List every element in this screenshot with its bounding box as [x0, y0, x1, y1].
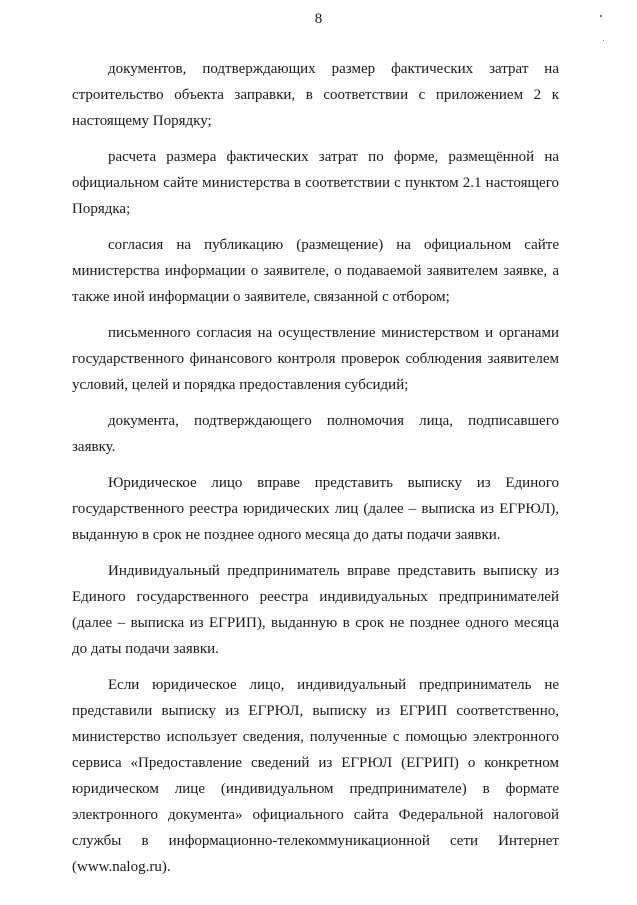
scan-speck	[603, 40, 604, 41]
page-number: 8	[314, 11, 323, 27]
document-body	[72, 56, 559, 890]
list-item-publication-consent: согласия на публикацию (размещение) на официальном сайте министерства информации о заявителе, о подаваемой заявителем заявке, а также иной информации о заявителе, связанной с отбором;	[72, 237, 559, 305]
list-item-authority-document: документа, подтверждающего полномочия лица, подписавшего заявку.	[72, 413, 559, 455]
paragraph-entrepreneur-extract: Индивидуальный предприниматель вправе представить выписку из Единого государственного реестра индивидуальных предпринимателей (далее – выписка из ЕГРИП), выданную в срок не позднее одного месяца до даты подачи заявки.	[72, 563, 559, 657]
paragraph-ministry-electronic-service: Если юридическое лицо, индивидуальный предприниматель не представили выписку из ЕГРЮЛ, выписку из ЕГРИП соответственно, министерство использует сведения, полученные с помощью электронного сервиса «Предоставление сведений из ЕГРЮЛ (ЕГРИП) о конкретном юридическом лице (индивидуальном предпринимателе) в формате электронного документа» официального сайта Федеральной налоговой службы в информационно-телекоммуникационной сети Интернет (www.nalog.ru).	[72, 677, 559, 875]
paragraph-legal-entity-extract: Юридическое лицо вправе представить выписку из Единого государственного реестра юридических лиц (далее – выписка из ЕГРЮЛ), выданную в срок не позднее одного месяца до даты подачи заявки.	[72, 475, 559, 543]
scan-speck	[600, 15, 602, 17]
list-item-cost-documents: документов, подтверждающих размер фактических затрат на строительство объекта заправки, в соответствии с приложением 2 к настоящему Порядку;	[72, 61, 559, 129]
list-item-audit-consent: письменного согласия на осуществление министерством и органами государственного финансового контроля проверок соблюдения заявителем условий, целей и порядка предоставления субсидий;	[72, 325, 559, 393]
list-item-cost-calculation: расчета размера фактических затрат по форме, размещённой на официальном сайте министерства в соответствии с пунктом 2.1 настоящего Порядка;	[72, 149, 559, 217]
